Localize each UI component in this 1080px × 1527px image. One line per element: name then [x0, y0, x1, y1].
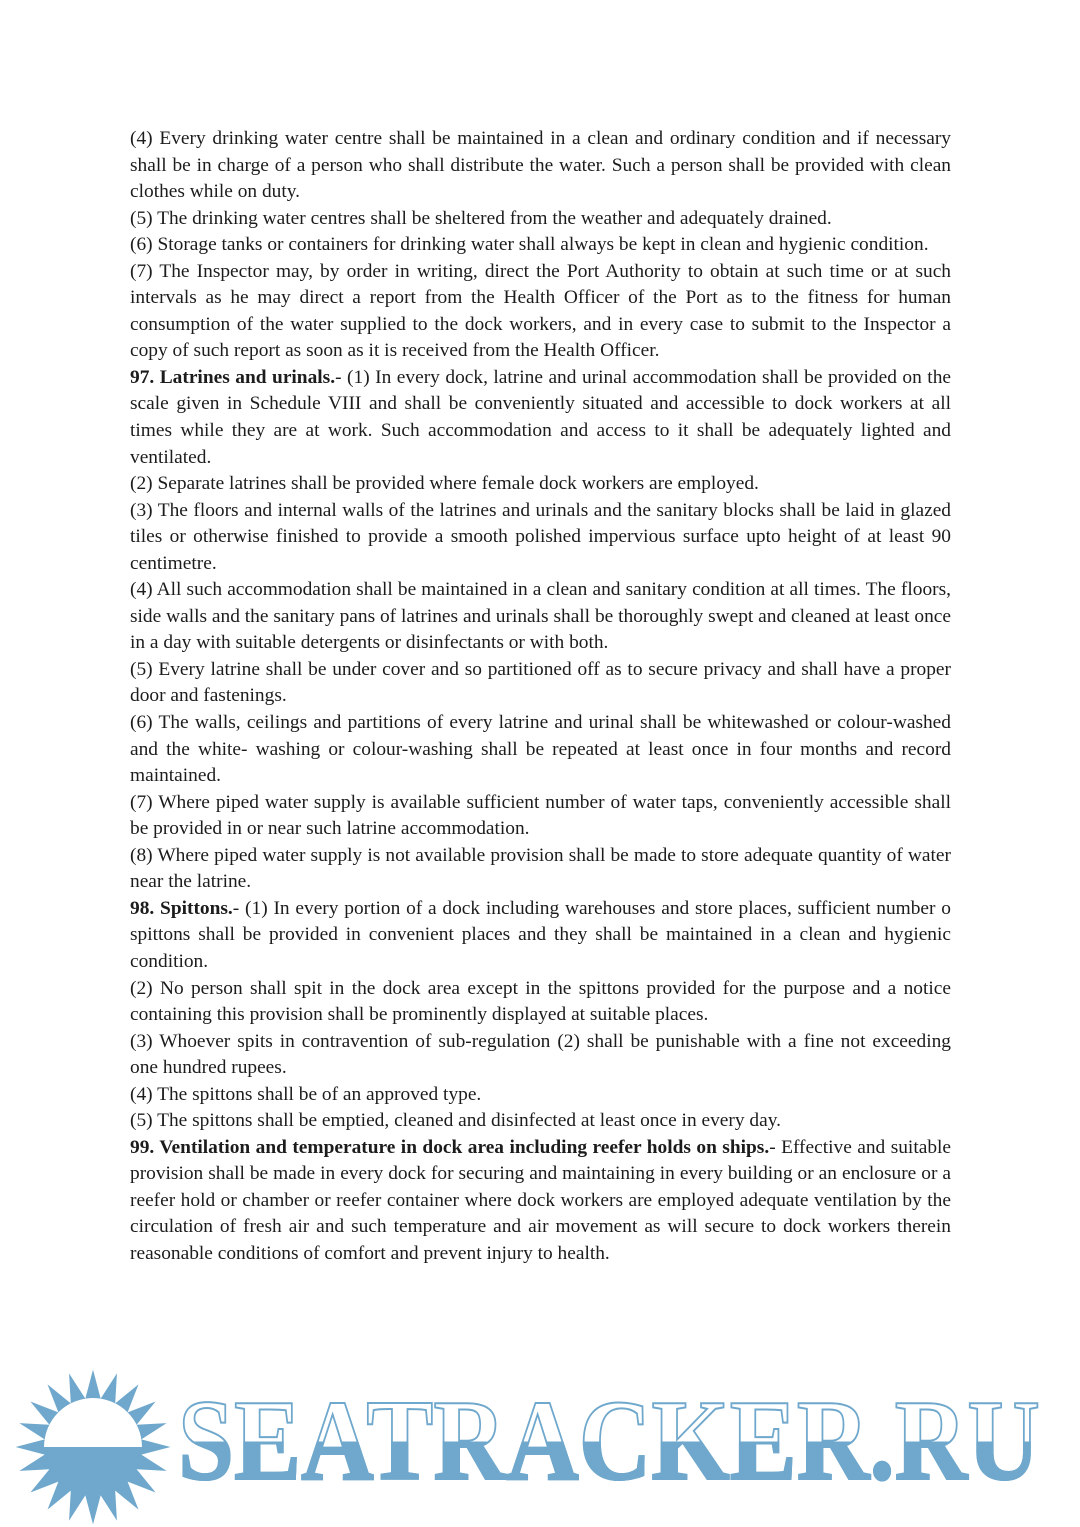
- paragraph: (3) The floors and internal walls of the latrines and urinals and the sanitary blocks shall be laid in glazed tiles or otherwise finished to provide a smooth polished impervious surface upto height of at least 90 centimetre.: [130, 499, 951, 574]
- paragraph: (6) Storage tanks or containers for drinking water shall always be kept in clean and hygienic condition.: [130, 234, 929, 256]
- paragraph: (8) Where piped water supply is not available provision shall be made to store adequate quantity of water near the latrine.: [130, 844, 951, 893]
- sun-over-water-icon: [14, 1368, 172, 1526]
- paragraph: (4) The spittons shall be of an approved type.: [130, 1083, 482, 1105]
- paragraph: (5) Every latrine shall be under cover and so partitioned off as to secure privacy and shall have a proper door and fastenings.: [130, 658, 951, 707]
- paragraph: (5) The spittons shall be emptied, cleaned and disinfected at least once in every day.: [130, 1110, 781, 1132]
- paragraph-section-99: 99. Ventilation and temperature in dock area including reefer holds on ships.- Effective and suitable provision shall be made in every dock for securing and maintaining in every building or an enclosure or a reefer hold or chamber or reefer container where dock workers are employed adequate ventilation by the circulation of fresh air and such temperature and air movement as will secure to dock workers therein reasonable conditions of comfort and prevent injury to health.: [130, 1136, 952, 1264]
- paragraph: (3) Whoever spits in contravention of sub-regulation (2) shall be punishable with a fine not exceeding one hundred rupees.: [130, 1030, 951, 1079]
- paragraph: (7) Where piped water supply is available sufficient number of water taps, conveniently accessible shall be provided in or near such latrine accommodation.: [130, 791, 951, 840]
- paragraph: (4) Every drinking water centre shall be maintained in a clean and ordinary condition and if necessary shall be in charge of a person who shall distribute the water. Such a person shall be provided with clean clothes while on duty.: [130, 128, 951, 203]
- paragraph: (2) No person shall spit in the dock area except in the spittons provided for the purpose and a notice containing this provision shall be prominently displayed at suitable places.: [130, 977, 951, 1026]
- document-text-block: [130, 126, 951, 1268]
- section-heading-98: 98. Spittons.: [130, 897, 233, 919]
- watermark: [14, 1368, 1080, 1526]
- paragraph: (4) All such accommodation shall be maintained in a clean and sanitary condition at all times. The floors, side walls and the sanitary pans of latrines and urinals shall be thoroughly swept and cleaned at least once in a day with suitable detergents or disinfectants or with both.: [130, 579, 951, 654]
- section-heading-97: 97. Latrines and urinals.: [130, 366, 336, 388]
- paragraph-section-97: 97. Latrines and urinals.- (1) In every dock, latrine and urinal accommodation shall be provided on the scale given in Schedule VIII and shall be conveniently situated and accessible to dock workers at all times while they are at work. Such accommodation and access to it shall be adequately lighted and ventilated.: [130, 366, 951, 468]
- section-heading-99: 99. Ventilation and temperature in dock area including reefer holds on ships.: [130, 1136, 770, 1158]
- paragraph: (5) The drinking water centres shall be sheltered from the weather and adequately drained.: [130, 207, 832, 229]
- paragraph: (7) The Inspector may, by order in writing, direct the Port Authority to obtain at such time or at such intervals as he may direct a report from the Health Officer of the Port as to the fitness for human consumption of the water supplied to the dock workers, and in every case to submit to the Inspector a copy of such report as soon as it is received from the Health Officer.: [130, 260, 951, 362]
- paragraph: (6) The walls, ceilings and partitions of every latrine and urinal shall be whitewashed or colour-washed and the white- washing or colour-washing shall be repeated at least once in four months and record maintained.: [130, 712, 951, 787]
- paragraph: (2) Separate latrines shall be provided where female dock workers are employed.: [130, 473, 759, 495]
- watermark-text: SEATRACKER.RU: [178, 1377, 1040, 1504]
- paragraph-section-98: 98. Spittons.- (1) In every portion of a dock including warehouses and store places, sufficient number o spittons shall be provided in convenient places and they shall be maintained in a clean and hygienic condition.: [130, 897, 951, 972]
